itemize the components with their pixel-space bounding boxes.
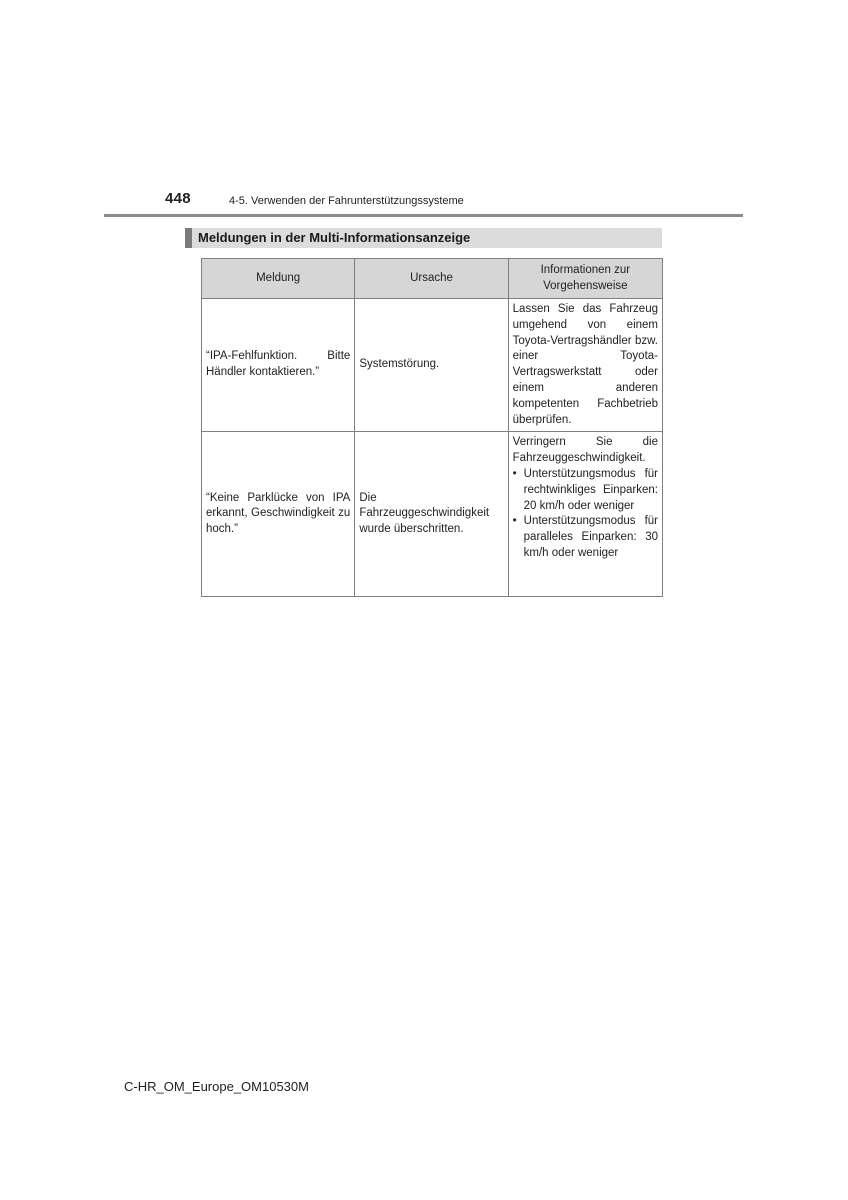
document-code: C-HR_OM_Europe_OM10530M [124,1079,309,1094]
list-item [513,514,658,561]
chapter-title: 4-5. Verwenden der Fahrunterstützungssysteme [229,195,464,207]
bullet-text: Unterstützungsmodus für rechtwinkliges Einparken: 20 km/h oder weniger [523,467,658,512]
action-bullet-list [513,467,658,562]
action-text: Lassen Sie das Fahrzeug umgehend von einem Toyota-Vertragshändler bzw. einer Toyota-Vertragswerkstatt oder einem anderen kompetenten Fachbetrieb überprüfen. [512,303,658,426]
cause-cell: Systemstörung. [355,299,508,432]
section-title: Meldungen in der Multi-Informationsanzeige [198,230,471,245]
action-text: Verringern Sie die Fahrzeuggeschwindigkeit. [512,436,658,465]
header-divider [104,214,743,217]
page-number: 448 [165,190,191,207]
message-cell: “IPA-Fehlfunktion. Bitte Händler kontaktieren.” [202,299,355,432]
column-header-action: Informationen zur Vorgehensweise [508,259,662,299]
column-header-message: Meldung [202,259,355,299]
bullet-icon: • [512,515,517,528]
message-table [201,258,663,597]
table-header-row [202,259,663,299]
table-row [202,432,663,597]
cause-cell: Die Fahrzeuggeschwindigkeit wurde überschritten. [355,432,508,597]
column-header-cause: Ursache [355,259,508,299]
list-item [513,467,658,514]
action-cell [508,432,662,597]
section-heading-bar [185,228,662,248]
table-row [202,299,663,432]
bullet-text: Unterstützungsmodus für paralleles Einparken: 30 km/h oder weniger [523,515,658,559]
action-cell [508,299,662,432]
message-cell: “Keine Parklücke von IPA erkannt, Geschwindigkeit zu hoch.” [202,432,355,597]
bullet-icon: • [512,467,517,480]
